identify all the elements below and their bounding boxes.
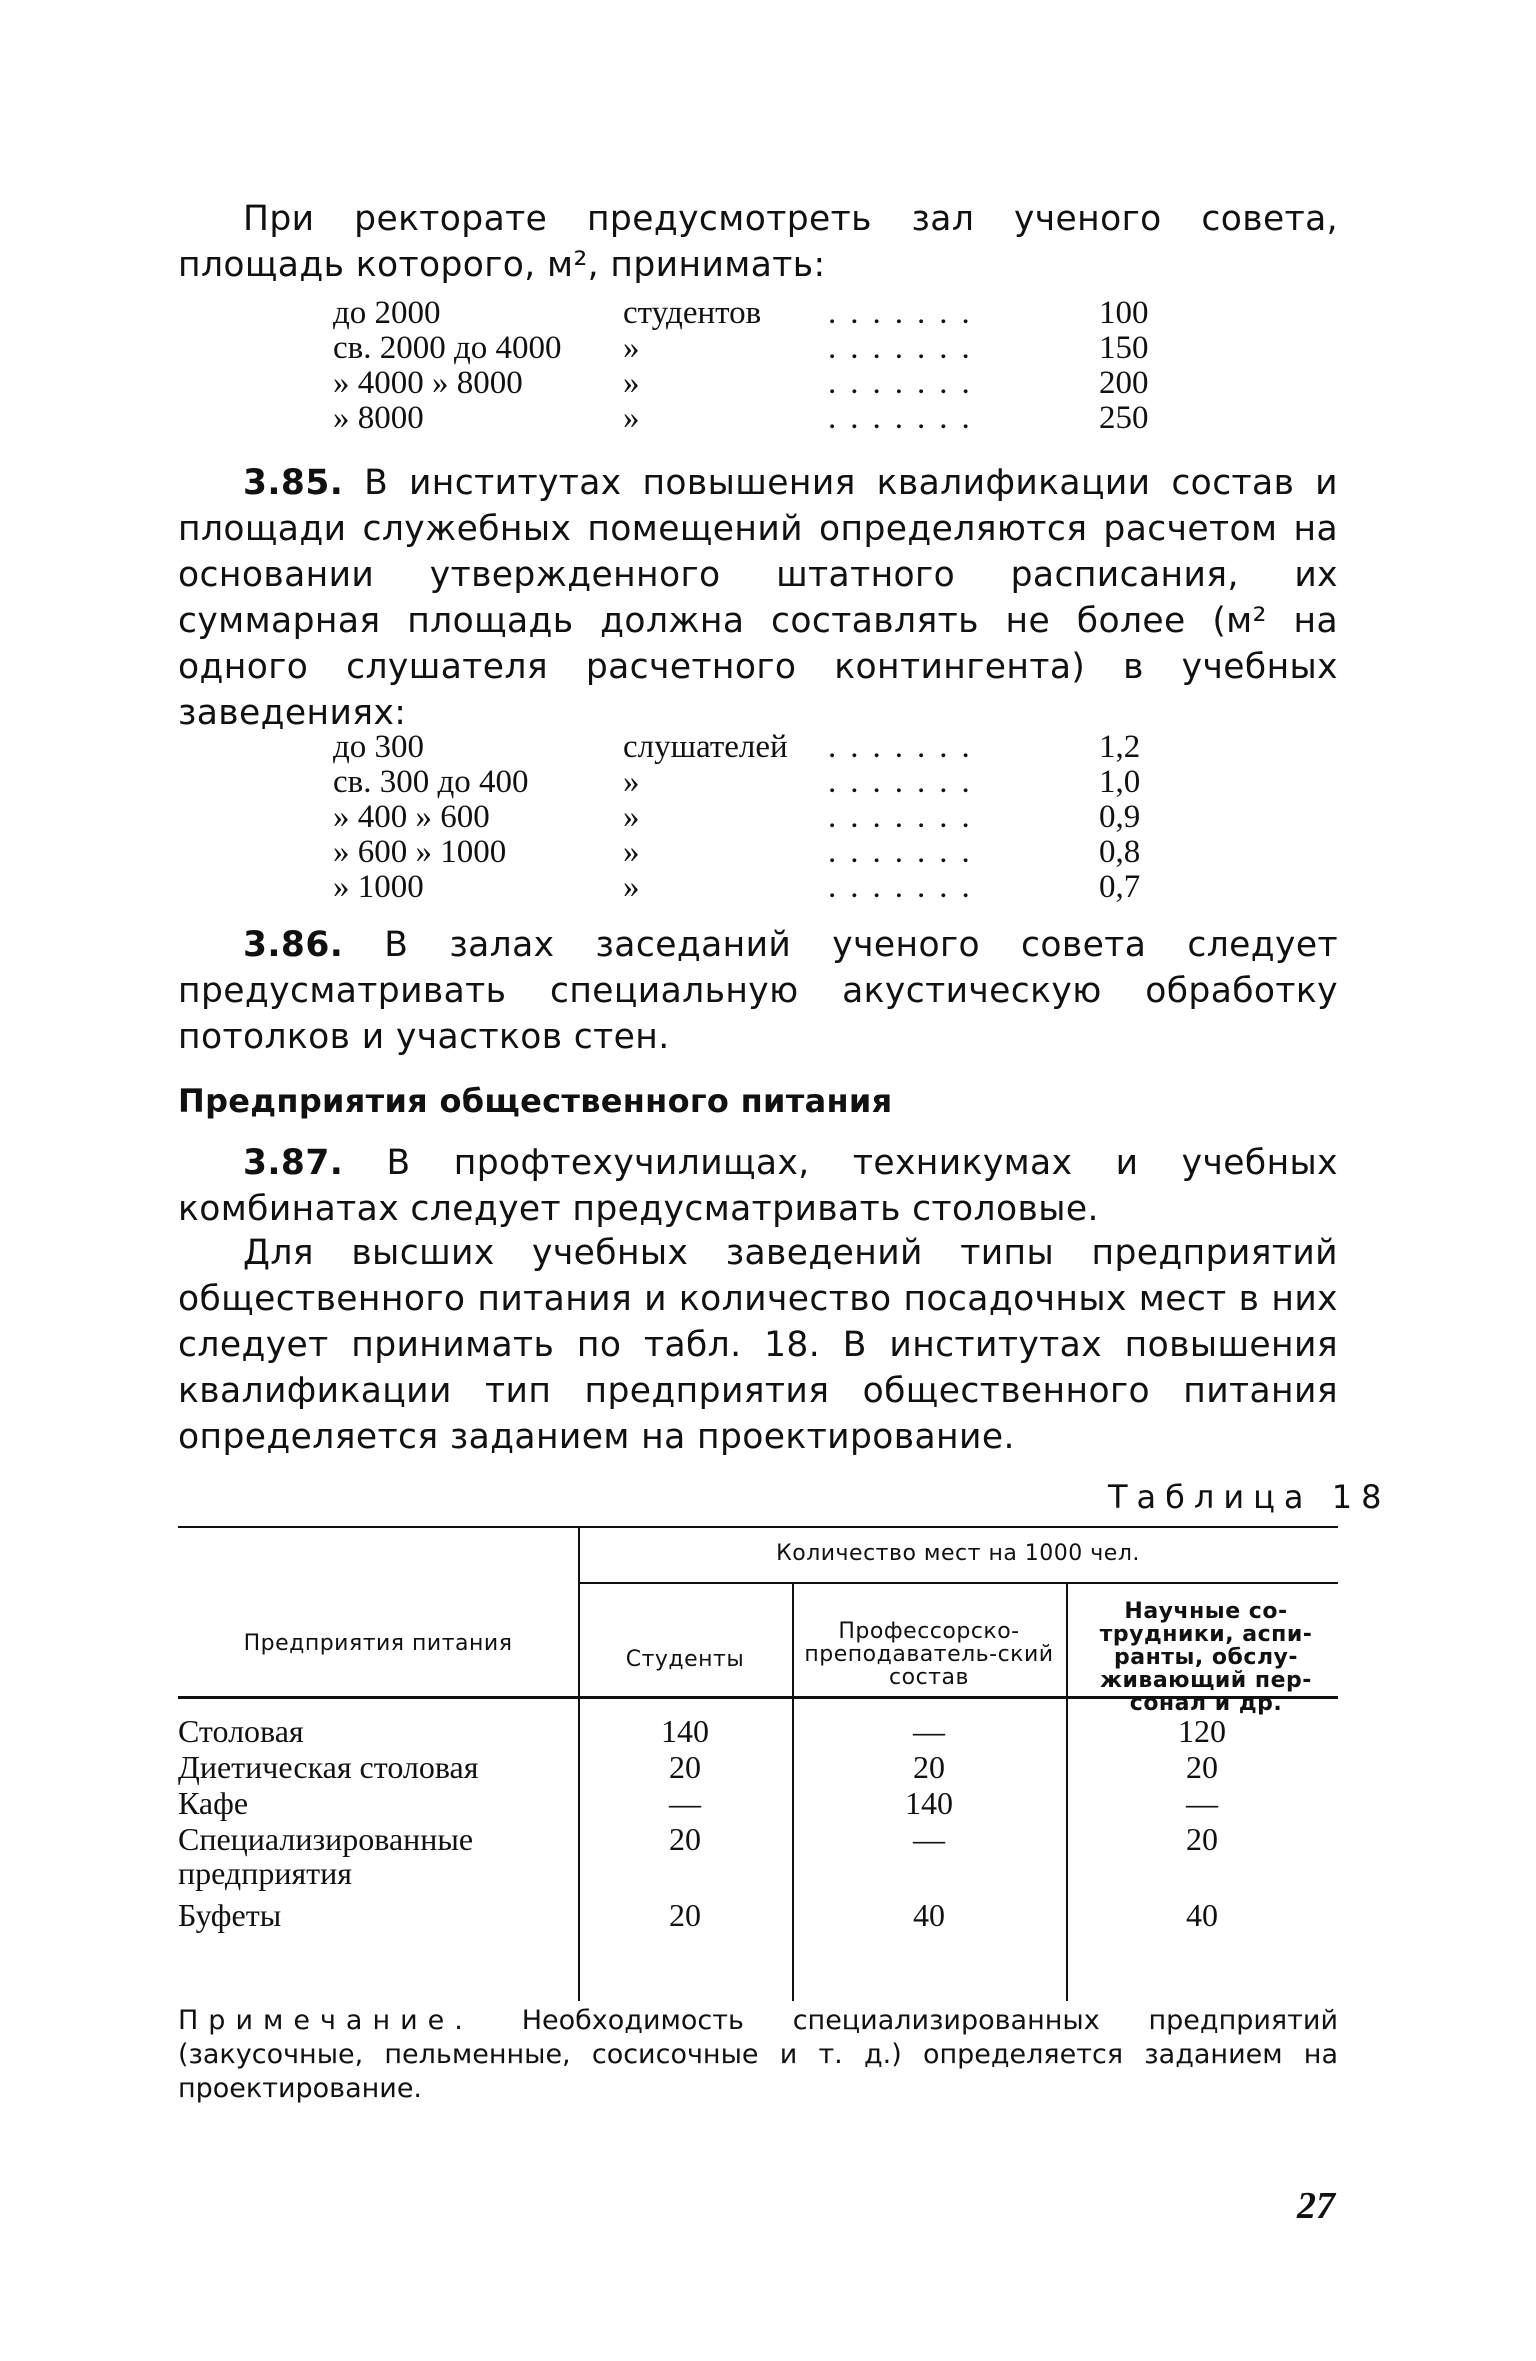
list-leader-dots: ....... xyxy=(828,764,984,800)
header-group: Количество мест на 1000 чел. xyxy=(776,1541,1140,1566)
list-leader-dots: ....... xyxy=(828,365,984,401)
table-top-rule xyxy=(178,1526,1338,1528)
paragraph-3-87 xyxy=(178,1140,1338,1232)
paragraph-rector xyxy=(178,196,1338,288)
list-value: 100 xyxy=(1099,295,1149,331)
list-unit: » xyxy=(623,834,640,870)
list-unit: студентов xyxy=(623,295,762,331)
table-cell: — xyxy=(1186,1785,1218,1821)
table-cell: 20 xyxy=(1186,1749,1218,1785)
table-cell: 120 xyxy=(1178,1713,1226,1749)
table-note xyxy=(178,2004,1338,2106)
list-leader-dots: ....... xyxy=(828,330,984,366)
list-unit: » xyxy=(623,365,640,401)
list-leader-dots: ....... xyxy=(828,869,984,905)
list-value: 0,7 xyxy=(1099,869,1141,905)
clause-number: 3.86. xyxy=(243,925,344,965)
list-range: св. 300 до 400 xyxy=(333,764,529,800)
clause-text: В залах заседаний ученого совета следует предусматривать специальную акустическую обработку потолков и участков стен. xyxy=(178,925,1338,1057)
table-cell: 40 xyxy=(1186,1897,1218,1933)
list-value: 0,9 xyxy=(1099,799,1141,835)
list-range: св. 2000 до 4000 xyxy=(333,330,562,366)
list-unit: » xyxy=(623,400,640,436)
clause-number: 3.87. xyxy=(243,1143,344,1183)
list-value: 1,2 xyxy=(1099,729,1141,765)
table-cell: 20 xyxy=(1186,1821,1218,1857)
paragraph-higher-education xyxy=(178,1230,1338,1460)
table-cell: 140 xyxy=(905,1785,953,1821)
table-cell: 140 xyxy=(661,1713,709,1749)
table-cell: 20 xyxy=(913,1749,945,1785)
table-caption: Таблица 18 xyxy=(1108,1478,1391,1516)
paragraph-3-85 xyxy=(178,460,1338,736)
list-value: 200 xyxy=(1099,365,1149,401)
list-range: до 2000 xyxy=(333,295,441,331)
list-range: » 400 » 600 xyxy=(333,799,490,835)
list-unit: » xyxy=(623,869,640,905)
page-number: 27 xyxy=(1297,2185,1335,2227)
paragraph-rector-text: При ректорате предусмотреть зал ученого совета, площадь которого, м², принимать: xyxy=(178,199,1338,285)
list-unit: » xyxy=(623,764,640,800)
list-value: 1,0 xyxy=(1099,764,1141,800)
list-unit: слушателей xyxy=(623,729,788,765)
list-range: » 1000 xyxy=(333,869,424,905)
header-enterprises: Предприятия питания xyxy=(243,1631,513,1656)
table-row-name: Кафе xyxy=(178,1785,249,1821)
table-cell: 20 xyxy=(669,1749,701,1785)
list-leader-dots: ....... xyxy=(828,295,984,331)
table-row-name: Буфеты xyxy=(178,1897,282,1933)
list-range: » 8000 xyxy=(333,400,424,436)
table-cell: 40 xyxy=(913,1897,945,1933)
table-cell: — xyxy=(669,1785,701,1821)
table-row-name: Специализированные xyxy=(178,1821,474,1857)
list-leader-dots: ....... xyxy=(828,799,984,835)
list-range: » 4000 » 8000 xyxy=(333,365,523,401)
table-18 xyxy=(178,1526,1338,2036)
list-unit: » xyxy=(623,799,640,835)
section-heading: Предприятия общественного питания xyxy=(178,1082,893,1120)
table-cell: 20 xyxy=(669,1821,701,1857)
paragraph-3-86 xyxy=(178,922,1338,1060)
table-row-name: Столовая xyxy=(178,1713,304,1749)
header-teaching-staff: Профессорско-преподаватель-ский состав xyxy=(804,1619,1054,1690)
list-value: 0,8 xyxy=(1099,834,1141,870)
list-leader-dots: ....... xyxy=(828,834,984,870)
list-range: до 300 xyxy=(333,729,425,765)
list-leader-dots: ....... xyxy=(828,729,984,765)
header-students: Студенты xyxy=(625,1647,745,1672)
clause-text: В институтах повышения квалификации состав и площади служебных помещений определяются расчетом на основании утвержденного штатного расписания, их суммарная площадь должна составлять не более (м² на одного слушателя расчетного контингента) в учебных заведениях: xyxy=(178,463,1338,733)
note-label: Примечание. xyxy=(178,2005,473,2036)
table-cell: — xyxy=(913,1713,945,1749)
clause-text: В профтехучилищах, техникумах и учебных комбинатах следует предусматривать столовые. xyxy=(178,1143,1338,1229)
table-cell: 20 xyxy=(669,1897,701,1933)
list-leader-dots: ....... xyxy=(828,400,984,436)
paragraph-higher-education-text: Для высших учебных заведений типы предприятий общественного питания и количество посадочных мест в них следует принимать по табл. 18. В институтах повышения квалификации тип предприятия общественного питания определяется заданием на проектирование. xyxy=(178,1233,1338,1457)
table-row-name: Диетическая столовая xyxy=(178,1749,479,1785)
header-research-staff: Научные со-трудники, аспи-ранты, обслу-живающий пер-сонал и др. xyxy=(1099,1599,1313,1716)
table-cell: — xyxy=(913,1821,945,1857)
clause-number: 3.85. xyxy=(243,463,344,503)
note-text: Необходимость специализированных предприятий (закусочные, пельменные, сосисочные и т. д.) определяется заданием на проектирование. xyxy=(178,2005,1338,2104)
table-row-name: предприятия xyxy=(178,1855,352,1891)
list-value: 150 xyxy=(1099,330,1149,366)
table-group-rule xyxy=(578,1582,1338,1584)
list-unit: » xyxy=(623,330,640,366)
list-value: 250 xyxy=(1099,400,1149,436)
list-range: » 600 » 1000 xyxy=(333,834,507,870)
